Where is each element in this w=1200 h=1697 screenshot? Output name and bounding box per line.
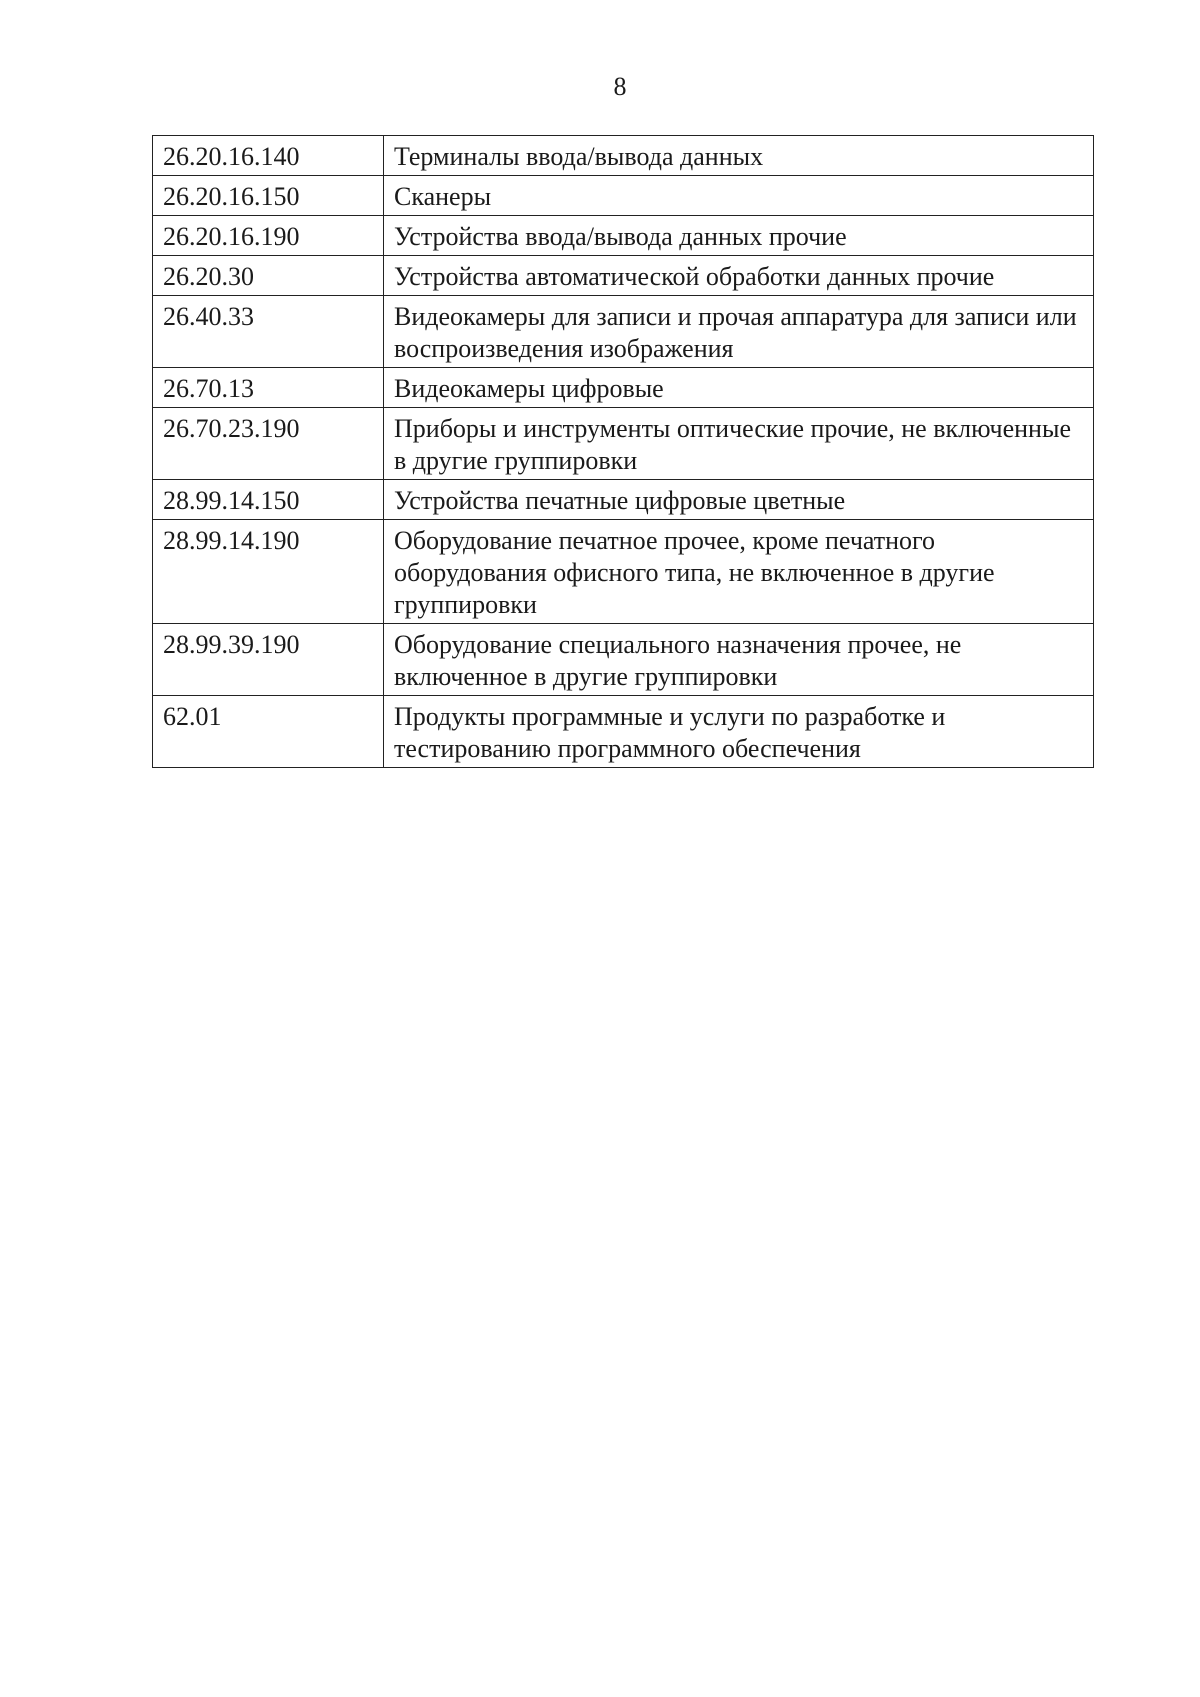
table-row: [153, 136, 1094, 176]
row-code: 26.20.16.190: [153, 216, 384, 256]
row-code: 28.99.14.190: [153, 520, 384, 624]
row-code: 62.01: [153, 696, 384, 768]
row-code: 26.70.23.190: [153, 408, 384, 480]
row-code: 26.20.30: [153, 256, 384, 296]
row-name: Устройства автоматической обработки данных прочие: [384, 256, 1094, 296]
row-code: 26.20.16.140: [153, 136, 384, 176]
row-name: Видеокамеры для записи и прочая аппаратура для записи или воспроизведения изображения: [384, 296, 1094, 368]
table-row: [153, 480, 1094, 520]
table-row: [153, 624, 1094, 696]
row-name: Оборудование специального назначения прочее, не включенное в другие группировки: [384, 624, 1094, 696]
row-code: 28.99.39.190: [153, 624, 384, 696]
table-row: [153, 216, 1094, 256]
row-name: Продукты программные и услуги по разработке и тестированию программного обеспечения: [384, 696, 1094, 768]
page-number: 8: [613, 72, 627, 101]
row-name: Сканеры: [384, 176, 1094, 216]
table-row: [153, 256, 1094, 296]
row-code: 28.99.14.150: [153, 480, 384, 520]
table-row: [153, 176, 1094, 216]
row-name: Устройства ввода/вывода данных прочие: [384, 216, 1094, 256]
row-name: Приборы и инструменты оптические прочие, не включенные в другие группировки: [384, 408, 1094, 480]
table-row: [153, 296, 1094, 368]
table-row: [153, 520, 1094, 624]
table-row: [153, 696, 1094, 768]
table-row: [153, 408, 1094, 480]
row-name: Терминалы ввода/вывода данных: [384, 136, 1094, 176]
row-name: Видеокамеры цифровые: [384, 368, 1094, 408]
table-row: [153, 368, 1094, 408]
row-name: Оборудование печатное прочее, кроме печатного оборудования офисного типа, не включенное в другие группировки: [384, 520, 1094, 624]
row-name: Устройства печатные цифровые цветные: [384, 480, 1094, 520]
codes-table: [152, 135, 1094, 768]
row-code: 26.40.33: [153, 296, 384, 368]
row-code: 26.70.13: [153, 368, 384, 408]
row-code: 26.20.16.150: [153, 176, 384, 216]
